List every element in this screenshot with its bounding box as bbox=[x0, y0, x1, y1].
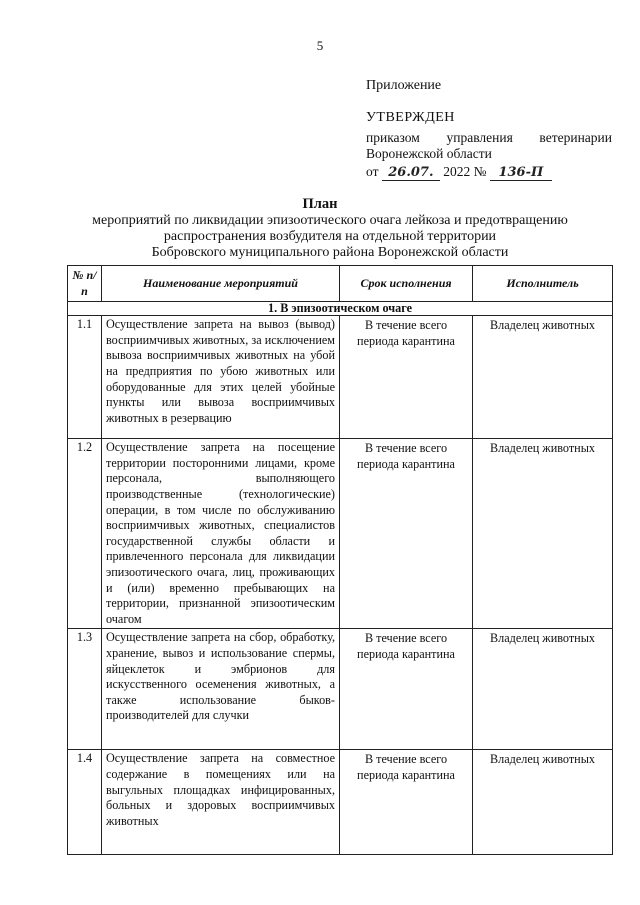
measure-name: Осуществление запрета на совместное содержание в помещениях или на выгульных площадках инфицированных, больных и здоровых восприимчивых животных bbox=[102, 750, 340, 855]
section-title: 1. В эпизоотическом очаге bbox=[68, 302, 613, 316]
row-number: 1.2 bbox=[68, 439, 102, 629]
plan-subtitle bbox=[60, 213, 600, 261]
subtitle-line: распространения возбудителя на отдельной территории bbox=[163, 229, 497, 244]
year-text: 2022 № bbox=[443, 164, 487, 179]
table-row bbox=[68, 750, 613, 855]
measure-name: Осуществление запрета на посещение территории посторонними лицами, кроме персонала, выполняющего производственные (технологические) операции, в том числе по обслуживанию восприимчивых животных, специалистов государственной службы области и привлеченного персонала для ликвидации эпизоотического очага, лиц, проживающих и (или) временно пребывающих на территории, признанной эпизоотическим очагом bbox=[102, 439, 340, 629]
row-number: 1.1 bbox=[68, 316, 102, 439]
measure-term: В течение всего периода карантина bbox=[340, 750, 473, 855]
subtitle-line: мероприятий по ликвидации эпизоотического очага лейкоза и предотвращению bbox=[92, 213, 568, 228]
date-prefix: от bbox=[366, 164, 379, 179]
column-header-executor: Исполнитель bbox=[473, 266, 613, 302]
row-number: 1.4 bbox=[68, 750, 102, 855]
plan-title: План bbox=[302, 196, 338, 212]
measure-term: В течение всего периода карантина bbox=[340, 629, 473, 750]
measure-term: В течение всего периода карантина bbox=[340, 439, 473, 629]
region-line: Воронежской области bbox=[366, 146, 492, 161]
order-date-line bbox=[366, 164, 552, 181]
measure-term: В течение всего периода карантина bbox=[340, 316, 473, 439]
appendix-label: Приложение bbox=[366, 78, 442, 93]
column-header-term: Срок исполнения bbox=[340, 266, 473, 302]
table-row bbox=[68, 316, 613, 439]
table-row bbox=[68, 439, 613, 629]
column-header-name: Наименование мероприятий bbox=[102, 266, 340, 302]
measure-name: Осуществление запрета на вывоз (вывод) восприимчивых животных, за исключением вывоза восприимчивых животных на убой на предприятия по убою животных или оборудованные для этих целей убойные пункты или вывоза восприимчивых животных в резервацию bbox=[102, 316, 340, 439]
measure-executor: Владелец животных bbox=[473, 629, 613, 750]
approved-label: УТВЕРЖДЕН bbox=[366, 110, 455, 125]
page-number: 5 bbox=[316, 38, 324, 53]
order-line: приказом управления ветеринарии bbox=[366, 130, 612, 145]
measures-table bbox=[67, 265, 613, 855]
measure-executor: Владелец животных bbox=[473, 439, 613, 629]
table-row bbox=[68, 629, 613, 750]
row-number: 1.3 bbox=[68, 629, 102, 750]
section-row bbox=[68, 302, 613, 316]
measure-executor: Владелец животных bbox=[473, 750, 613, 855]
measure-executor: Владелец животных bbox=[473, 316, 613, 439]
column-header-num: № п/п bbox=[68, 266, 102, 302]
handwritten-order-number: 136-П bbox=[490, 165, 552, 181]
measure-name: Осуществление запрета на сбор, обработку, хранение, вывоз и использование спермы, яйцеклеток и эмбрионов для искусственного осеменения животных, а также использование быков-производителей для случки bbox=[102, 629, 340, 750]
table-header-row bbox=[68, 266, 613, 302]
subtitle-line: Бобровского муниципального района Воронежской области bbox=[151, 245, 509, 260]
handwritten-date: 26.07. bbox=[382, 165, 440, 181]
